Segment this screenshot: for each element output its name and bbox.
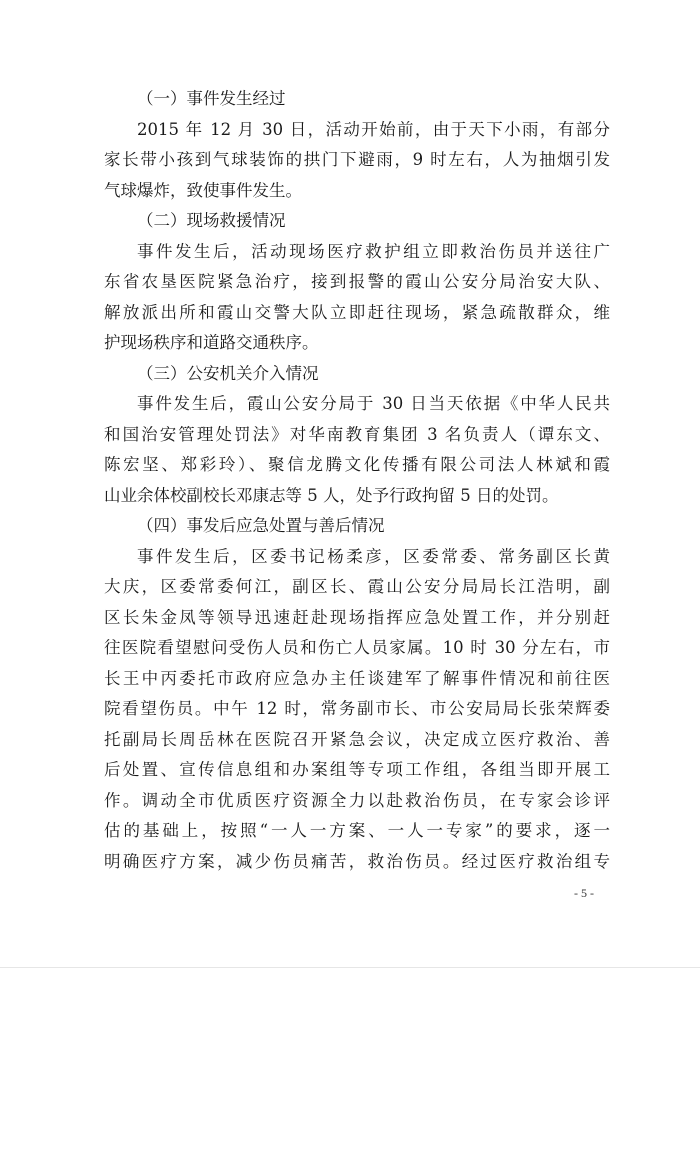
paragraph-line: 院看望伤员。中午 12 时，常务副市长、市公安局局长张荣辉委 bbox=[104, 699, 610, 718]
paragraph-line: 和国治安管理处罚法》对华南教育集团 3 名负责人（谭东文、 bbox=[104, 424, 610, 444]
paragraph-line: 事件发生后，区委书记杨柔彦，区委常委、常务副区长黄 bbox=[137, 546, 610, 566]
paragraph-line: 托副局长周岳林在医院召开紧急会议，决定成立医疗救治、善 bbox=[104, 729, 610, 749]
paragraph-line: 大庆，区委常委何江，副区长、霞山公安分局局长江浩明，副 bbox=[104, 577, 610, 596]
paragraph-line: 事件发生后，霞山公安分局于 30 日当天依据《中华人民共 bbox=[137, 394, 610, 413]
paragraph-line: 解放派出所和霞山交警大队立即赶往现场，紧急疏散群众，维 bbox=[104, 302, 610, 322]
section-heading-1: （一）事件发生经过 bbox=[137, 89, 286, 108]
paragraph-line: 估的基础上，按照“一人一方案、一人一专家”的要求，逐一 bbox=[104, 821, 610, 840]
paragraph-line: 家长带小孩到气球装饰的拱门下避雨，9 时左右，人为抽烟引发 bbox=[104, 150, 610, 169]
paragraph-line: 护现场秩序和道路交通秩序。 bbox=[104, 333, 319, 352]
paragraph-line: 东省农垦医院紧急治疗，接到报警的霞山公安分局治安大队、 bbox=[104, 272, 610, 291]
paragraph-line: 山业余体校副校长邓康志等 5 人，处予行政拘留 5 日的处罚。 bbox=[104, 485, 559, 505]
section-heading-3: （三）公安机关介入情况 bbox=[137, 363, 319, 383]
paragraph-line: 后处置、宣传信息组和办案组等专项工作组，各组当即开展工 bbox=[104, 760, 610, 779]
paragraph-line: 2015 年 12 月 30 日，活动开始前，由于天下小雨，有部分 bbox=[137, 119, 610, 139]
document-body bbox=[104, 84, 610, 877]
page-number: - 5 - bbox=[574, 886, 594, 900]
paragraph-line: 气球爆炸，致使事件发生。 bbox=[104, 180, 302, 200]
paragraph-line: 明确医疗方案，减少伤员痛苦，救治伤员。经过医疗救治组专 bbox=[104, 851, 610, 871]
page-bottom-edge bbox=[0, 967, 700, 968]
paragraph-line: 作。调动全市优质医疗资源全力以赴救治伤员，在专家会诊评 bbox=[104, 790, 610, 810]
paragraph-line: 陈宏坚、郑彩玲）、聚信龙腾文化传播有限公司法人林斌和霞 bbox=[104, 455, 610, 474]
paragraph-line: 事件发生后，活动现场医疗救护组立即救治伤员并送往广 bbox=[137, 241, 610, 261]
paragraph-line: 往医院看望慰问受伤人员和伤亡人员家属。10 时 30 分左右，市 bbox=[104, 638, 610, 657]
paragraph-line: 长王中丙委托市政府应急办主任谈建军了解事件情况和前往医 bbox=[104, 668, 610, 688]
section-heading-2: （二）现场救援情况 bbox=[137, 211, 286, 230]
section-heading-4: （四）事发后应急处置与善后情况 bbox=[137, 516, 385, 535]
paragraph-line: 区长朱金凤等领导迅速赶赴现场指挥应急处置工作，并分别赶 bbox=[104, 607, 610, 627]
